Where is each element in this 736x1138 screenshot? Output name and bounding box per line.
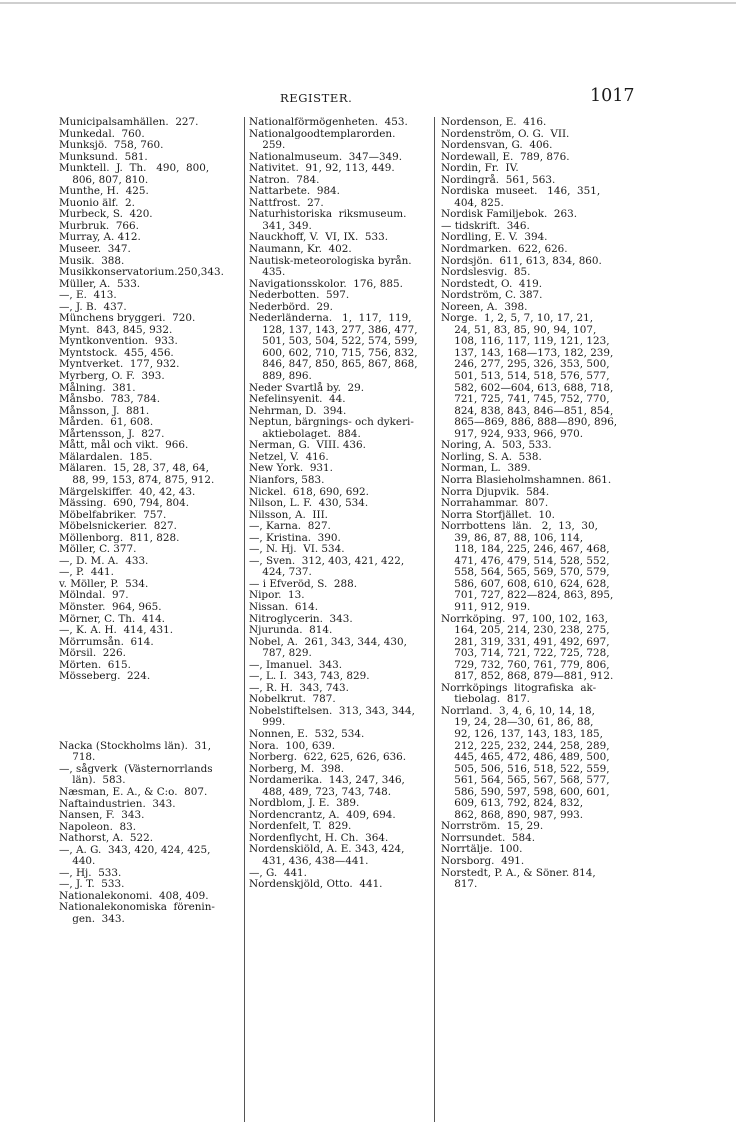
- index-entry: 582, 602—604, 613, 688, 718,: [441, 381, 614, 394]
- index-entry: 137, 143, 168—173, 182, 239,: [441, 346, 614, 359]
- index-entry: — tidskrift. 346.: [441, 219, 530, 232]
- index-entry: 817, 852, 868, 879—881, 912.: [441, 670, 614, 683]
- index-entry: 586, 607, 608, 610, 624, 628,: [441, 577, 610, 590]
- index-entry: Nordisk Familjebok. 263.: [441, 208, 578, 221]
- index-entry: 246, 277, 295, 326, 353, 500,: [441, 358, 610, 371]
- index-entry: 435.: [249, 266, 286, 279]
- index-entry: Månsbo. 783, 784.: [59, 393, 161, 406]
- index-entry: —, Karna. 827.: [249, 520, 331, 533]
- index-entry: Noring, A. 503, 533.: [441, 439, 552, 452]
- index-entry: 600, 602, 710, 715, 756, 832,: [249, 346, 418, 359]
- index-entry: 561, 564, 565, 567, 568, 577,: [441, 774, 610, 787]
- index-entry: Museer. 347.: [59, 243, 131, 256]
- index-entry: Nordencrantz, A. 409, 694.: [249, 808, 396, 821]
- index-entry: Norrsundet. 584.: [441, 831, 536, 844]
- index-entry: Norrtälje. 100.: [441, 843, 523, 856]
- m-entries: [59, 117, 243, 683]
- index-entry: Mässing. 690, 794, 804.: [59, 497, 190, 510]
- index-entry: aktiebolaget. 884.: [249, 427, 361, 440]
- index-entry: Nordenskjöld, Otto. 441.: [249, 878, 383, 891]
- index-entry: 501, 513, 514, 518, 576, 577,: [441, 370, 610, 383]
- index-entry: 817.: [441, 878, 478, 891]
- index-entry: Natron. 784.: [249, 173, 320, 186]
- index-entry: Norra Storfjället. 10.: [441, 508, 555, 521]
- index-entry: Nordewall, E. 789, 876.: [441, 150, 570, 163]
- index-entry: Nitroglycerin. 343.: [249, 612, 353, 625]
- index-entry: 212, 225, 232, 244, 258, 289,: [441, 739, 610, 752]
- index-entry: Mösseberg. 224.: [59, 670, 151, 683]
- index-entry: 999.: [249, 716, 286, 729]
- index-entry: Nobelstiftelsen. 313, 343, 344,: [249, 704, 415, 717]
- index-entry: 424, 737.: [249, 566, 312, 579]
- index-entry: 721, 725, 741, 745, 752, 770,: [441, 393, 610, 406]
- index-entry: 586, 590, 597, 598, 600, 601,: [441, 785, 610, 798]
- index-entry: 865—869, 886, 888—890, 896,: [441, 416, 618, 429]
- index-entry: —, Hj. 533.: [59, 866, 122, 879]
- column-divider: [244, 117, 245, 1122]
- index-entry: Norrland. 3, 4, 6, 10, 14, 18,: [441, 704, 595, 717]
- index-entry: Münchens bryggeri. 720.: [59, 312, 196, 325]
- index-entry: 471, 476, 479, 514, 528, 552,: [441, 554, 610, 567]
- index-entry: Munksund. 581.: [59, 150, 148, 163]
- index-entry: Noreen, A. 398.: [441, 300, 528, 313]
- index-entry: Norrström. 15, 29.: [441, 820, 544, 833]
- index-entry: —, sågverk (Västernorrlands: [59, 762, 213, 775]
- index-entry: Musikkonservatorium.250,343.: [59, 266, 224, 279]
- index-entry: Norberg. 622, 625, 626, 636.: [249, 751, 407, 764]
- index-entry: 431, 436, 438—441.: [249, 855, 369, 867]
- index-entry: Naumann, Kr. 402.: [249, 243, 352, 256]
- index-entry: Mälaren. 15, 28, 37, 48, 64,: [59, 462, 209, 475]
- n-entries: [441, 117, 627, 891]
- index-entry: Nordingrå. 561, 563.: [441, 173, 556, 186]
- index-entry: Mården. 61, 608.: [59, 416, 154, 429]
- index-entry: Nordamerika. 143, 247, 346,: [249, 774, 405, 787]
- index-entry: Målning. 381.: [59, 381, 136, 394]
- index-entry: Nederbörd. 29.: [249, 300, 333, 313]
- index-entry: Nordström, C. 387.: [441, 289, 543, 302]
- index-entry: 701, 727, 822—824, 863, 895,: [441, 589, 614, 602]
- index-entry: 39, 86, 87, 88, 106, 114,: [441, 531, 584, 544]
- index-entry: Mårtensson, J. 827.: [59, 427, 165, 440]
- index-entry: 846, 847, 850, 865, 867, 868,: [249, 358, 418, 371]
- index-entry: län). 583.: [59, 774, 126, 787]
- index-entry: Nationalekonomi. 408, 409.: [59, 889, 209, 902]
- index-entry: Nobelkrut. 787.: [249, 693, 336, 706]
- index-entry: Nationalgoodtemplarorden.: [249, 127, 396, 140]
- index-entry: —, L. I. 343, 743, 829.: [249, 670, 370, 683]
- n-entries: [59, 741, 243, 926]
- index-entry: Nederbotten. 597.: [249, 289, 350, 302]
- index-entry: Nehrman, D. 394.: [249, 404, 347, 417]
- index-entry: 718.: [59, 751, 96, 764]
- column-divider: [434, 117, 435, 1122]
- index-entry: Nordenflycht, H. Ch. 364.: [249, 831, 389, 844]
- index-entry: Nianfors, 583.: [249, 473, 325, 486]
- section-gap: [59, 683, 243, 741]
- index-entry: Myrberg, O. F. 393.: [59, 370, 165, 383]
- index-entry: 118, 184, 225, 246, 467, 468,: [441, 543, 610, 556]
- index-entry: Musik. 388.: [59, 254, 125, 267]
- index-entry: Mynt. 843, 845, 932.: [59, 323, 173, 336]
- index-entry: Månsson, J. 881.: [59, 404, 150, 417]
- index-entry: Norling, S. A. 538.: [441, 450, 542, 463]
- index-entry: 488, 489, 723, 743, 748.: [249, 785, 392, 798]
- index-entry: Nordblom, J. E. 389.: [249, 797, 360, 810]
- index-entry: Norrköping. 97, 100, 102, 163,: [441, 612, 608, 625]
- index-entry: Norman, L. 389.: [441, 462, 531, 475]
- index-entry: Murray, A. 412.: [59, 231, 141, 244]
- running-title: REGISTER.: [280, 91, 353, 105]
- index-entry: 92, 126, 137, 143, 183, 185,: [441, 727, 603, 740]
- index-entry: 862, 868, 890, 987, 993.: [441, 808, 584, 821]
- index-entry: Möllenborg. 811, 828.: [59, 531, 180, 544]
- index-entry: Möller, C. 377.: [59, 543, 137, 556]
- index-entry: Norrahammar. 807.: [441, 497, 549, 510]
- index-entry: 806, 807, 810.: [59, 173, 149, 186]
- index-entry: Nordensvan, G. 406.: [441, 139, 553, 152]
- index-entry: Munksjö. 758, 760.: [59, 139, 164, 152]
- index-entry: Nederländerna. 1, 117, 119,: [249, 312, 412, 325]
- index-entry: 19, 24, 28—30, 61, 86, 88,: [441, 716, 594, 729]
- index-entry: Nordenskiöld, A. E. 343, 424,: [249, 843, 405, 856]
- index-entry: Nansen, F. 343.: [59, 809, 145, 822]
- index-entry: Nacka (Stockholms län). 31,: [59, 739, 212, 752]
- index-entry: 501, 503, 504, 522, 574, 599,: [249, 335, 418, 348]
- index-entry: 917, 924, 933, 966, 970.: [441, 427, 584, 440]
- index-entry: 609, 613, 792, 824, 832,: [441, 797, 584, 810]
- index-entry: 108, 116, 117, 119, 121, 123,: [441, 335, 610, 348]
- index-entry: Naturhistoriska riksmuseum.: [249, 208, 407, 221]
- index-entry: —, R. H. 343, 743.: [249, 681, 349, 694]
- index-entry: 824, 838, 843, 846—851, 854,: [441, 404, 614, 417]
- index-entry: Norra Blasieholmshamnen. 861.: [441, 473, 612, 486]
- index-entry: 445, 465, 472, 486, 489, 500,: [441, 751, 610, 764]
- index-entry: Mörten. 615.: [59, 658, 131, 671]
- index-entry: —, Kristina. 390.: [249, 531, 341, 544]
- index-entry: Nattfrost. 27.: [249, 196, 324, 209]
- index-entry: Myntstock. 455, 456.: [59, 346, 174, 359]
- index-entry: Mått, mål och vikt. 966.: [59, 439, 189, 452]
- index-entry: Nilson, L. F. 430, 534.: [249, 497, 369, 510]
- index-entry: Nationalförmögenheten. 453.: [249, 116, 408, 128]
- index-entry: Murbruk. 766.: [59, 219, 139, 232]
- index-entry: Nordenfelt, T. 829.: [249, 820, 352, 833]
- index-entry: —, N. Hj. VI. 534.: [249, 543, 345, 556]
- index-entry: Nordiska museet. 146, 351,: [441, 185, 601, 198]
- index-entry: 889, 896.: [249, 370, 312, 383]
- index-entry: Nationalekonomiska förenin-: [59, 901, 215, 914]
- index-entry: Mörsil. 226.: [59, 647, 126, 660]
- index-entry: Neptun, bärgnings- och dykeri-: [249, 416, 414, 429]
- index-entry: Norra Djupvik. 584.: [441, 485, 550, 498]
- index-entry: Nordstedt, O. 419.: [441, 277, 543, 290]
- index-entry: Nilsson, A. III.: [249, 508, 328, 521]
- index-entry: Netzel, V. 416.: [249, 450, 329, 463]
- index-entry: Nautisk-meteorologiska byrån.: [249, 254, 412, 267]
- index-entry: Nerman, G. VIII. 436.: [249, 439, 366, 452]
- index-entry: Norsborg. 491.: [441, 855, 525, 867]
- index-entry: 787, 829.: [249, 647, 312, 660]
- index-entry: Munkedal. 760.: [59, 127, 145, 140]
- index-column-3: [441, 117, 627, 891]
- index-entry: Murbeck, S. 420.: [59, 208, 153, 221]
- index-entry: Nativitet. 91, 92, 113, 449.: [249, 162, 395, 175]
- index-entry: Myntverket. 177, 932.: [59, 358, 180, 371]
- index-entry: Nissan. 614.: [249, 600, 319, 613]
- index-entry: —, D. M. A. 433.: [59, 554, 149, 567]
- index-entry: Norrbottens län. 2, 13, 30,: [441, 520, 598, 533]
- index-entry: 259.: [249, 139, 286, 152]
- index-entry: Muonio älf. 2.: [59, 196, 135, 209]
- index-entry: 164, 205, 214, 230, 238, 275,: [441, 624, 610, 637]
- index-entry: Mölndal. 97.: [59, 589, 129, 602]
- index-entry: —, P. 441.: [59, 566, 114, 579]
- index-entry: Nattarbete. 984.: [249, 185, 340, 198]
- index-entry: —, J. B. 437.: [59, 300, 127, 313]
- index-entry: —, A. G. 343, 420, 424, 425,: [59, 843, 211, 856]
- n-entries: [249, 117, 431, 891]
- index-entry: Næsman, E. A., & C:o. 807.: [59, 785, 208, 798]
- index-entry: 281, 319, 331, 491, 492, 697,: [441, 635, 610, 648]
- index-entry: Municipalsamhällen. 227.: [59, 116, 199, 128]
- index-entry: Nordin, Fr. IV.: [441, 162, 519, 175]
- index-entry: Müller, A. 533.: [59, 277, 141, 290]
- index-entry: —, E. 413.: [59, 289, 117, 302]
- index-entry: Nordenström, O. G. VII.: [441, 127, 570, 140]
- index-column-1: [59, 117, 243, 926]
- index-entry: — i Efveröd, S. 288.: [249, 577, 358, 590]
- index-entry: Munktell. J. Th. 490, 800,: [59, 162, 210, 175]
- index-entry: —, J. T. 533.: [59, 878, 125, 891]
- index-entry: —, K. A. H. 414, 431.: [59, 624, 174, 637]
- index-entry: 341, 349.: [249, 219, 312, 232]
- index-entry: Nauckhoff, V. VI, IX. 533.: [249, 231, 389, 244]
- index-entry: Njurunda. 814.: [249, 624, 333, 637]
- index-entry: Mörner, C. Th. 414.: [59, 612, 165, 625]
- index-entry: 88, 99, 153, 874, 875, 912.: [59, 473, 215, 486]
- index-entry: New York. 931.: [249, 462, 333, 475]
- index-entry: Märgelskiffer. 40, 42, 43.: [59, 485, 196, 498]
- index-entry: 729, 732, 760, 761, 779, 806,: [441, 658, 610, 671]
- index-entry: Nordenson, E. 416.: [441, 116, 547, 128]
- index-entry: tiebolag. 817.: [441, 693, 530, 706]
- index-entry: 505, 506, 516, 518, 522, 559,: [441, 762, 610, 775]
- index-entry: Nobel, A. 261, 343, 344, 430,: [249, 635, 407, 648]
- index-entry: 440.: [59, 855, 96, 868]
- index-entry: gen. 343.: [59, 913, 125, 925]
- index-entry: Mönster. 964, 965.: [59, 600, 162, 613]
- index-entry: Nonnen, E. 532, 534.: [249, 727, 365, 740]
- index-entry: Norrköpings litografiska ak-: [441, 681, 597, 694]
- index-entry: —, Sven. 312, 403, 421, 422,: [249, 554, 405, 567]
- page-number: 1017: [590, 86, 635, 106]
- index-entry: Myntkonvention. 933.: [59, 335, 178, 348]
- index-entry: 703, 714, 721, 722, 725, 728,: [441, 647, 610, 660]
- index-entry: Nickel. 618, 690, 692.: [249, 485, 369, 498]
- index-entry: Nordmarken. 622, 626.: [441, 243, 568, 256]
- index-entry: Nipor. 13.: [249, 589, 305, 602]
- index-entry: Napoleon. 83.: [59, 820, 137, 833]
- index-entry: Mörrumsån. 614.: [59, 635, 154, 648]
- index-entry: Nefelinsyenit. 44.: [249, 393, 346, 406]
- index-entry: Neder Svartlå by. 29.: [249, 381, 365, 394]
- index-entry: v. Möller, P. 534.: [59, 577, 149, 590]
- index-entry: Nordslesvig. 85.: [441, 266, 531, 279]
- index-column-2: [249, 117, 431, 891]
- index-entry: Munthe, H. 425.: [59, 185, 149, 198]
- index-entry: Nathorst, A. 522.: [59, 832, 154, 845]
- top-edge-line: [0, 2, 736, 4]
- index-entry: Nora. 100, 639.: [249, 739, 335, 752]
- index-entry: Norge. 1, 2, 5, 7, 10, 17, 21,: [441, 312, 594, 325]
- index-entry: —, G. 441.: [249, 866, 307, 879]
- index-entry: Nordling, E. V. 394.: [441, 231, 548, 244]
- index-entry: 558, 564, 565, 569, 570, 579,: [441, 566, 610, 579]
- index-entry: Norberg, M. 398.: [249, 762, 345, 775]
- index-entry: —, Imanuel. 343.: [249, 658, 343, 671]
- index-entry: Möbelsnickerier. 827.: [59, 520, 177, 533]
- index-entry: 24, 51, 83, 85, 90, 94, 107,: [441, 323, 597, 336]
- index-entry: Navigationsskolor. 176, 885.: [249, 277, 403, 290]
- index-entry: Mälardalen. 185.: [59, 450, 153, 463]
- index-entry: Norstedt, P. A., & Söner. 814,: [441, 866, 596, 879]
- index-entry: 128, 137, 143, 277, 386, 477,: [249, 323, 418, 336]
- index-entry: Möbelfabriker. 757.: [59, 508, 167, 521]
- index-entry: Naftaindustrien. 343.: [59, 797, 176, 810]
- index-entry: 404, 825.: [441, 196, 504, 209]
- index-entry: Nationalmuseum. 347—349.: [249, 150, 403, 163]
- index-entry: Nordsjön. 611, 613, 834, 860.: [441, 254, 602, 267]
- index-entry: 911, 912, 919.: [441, 600, 531, 613]
